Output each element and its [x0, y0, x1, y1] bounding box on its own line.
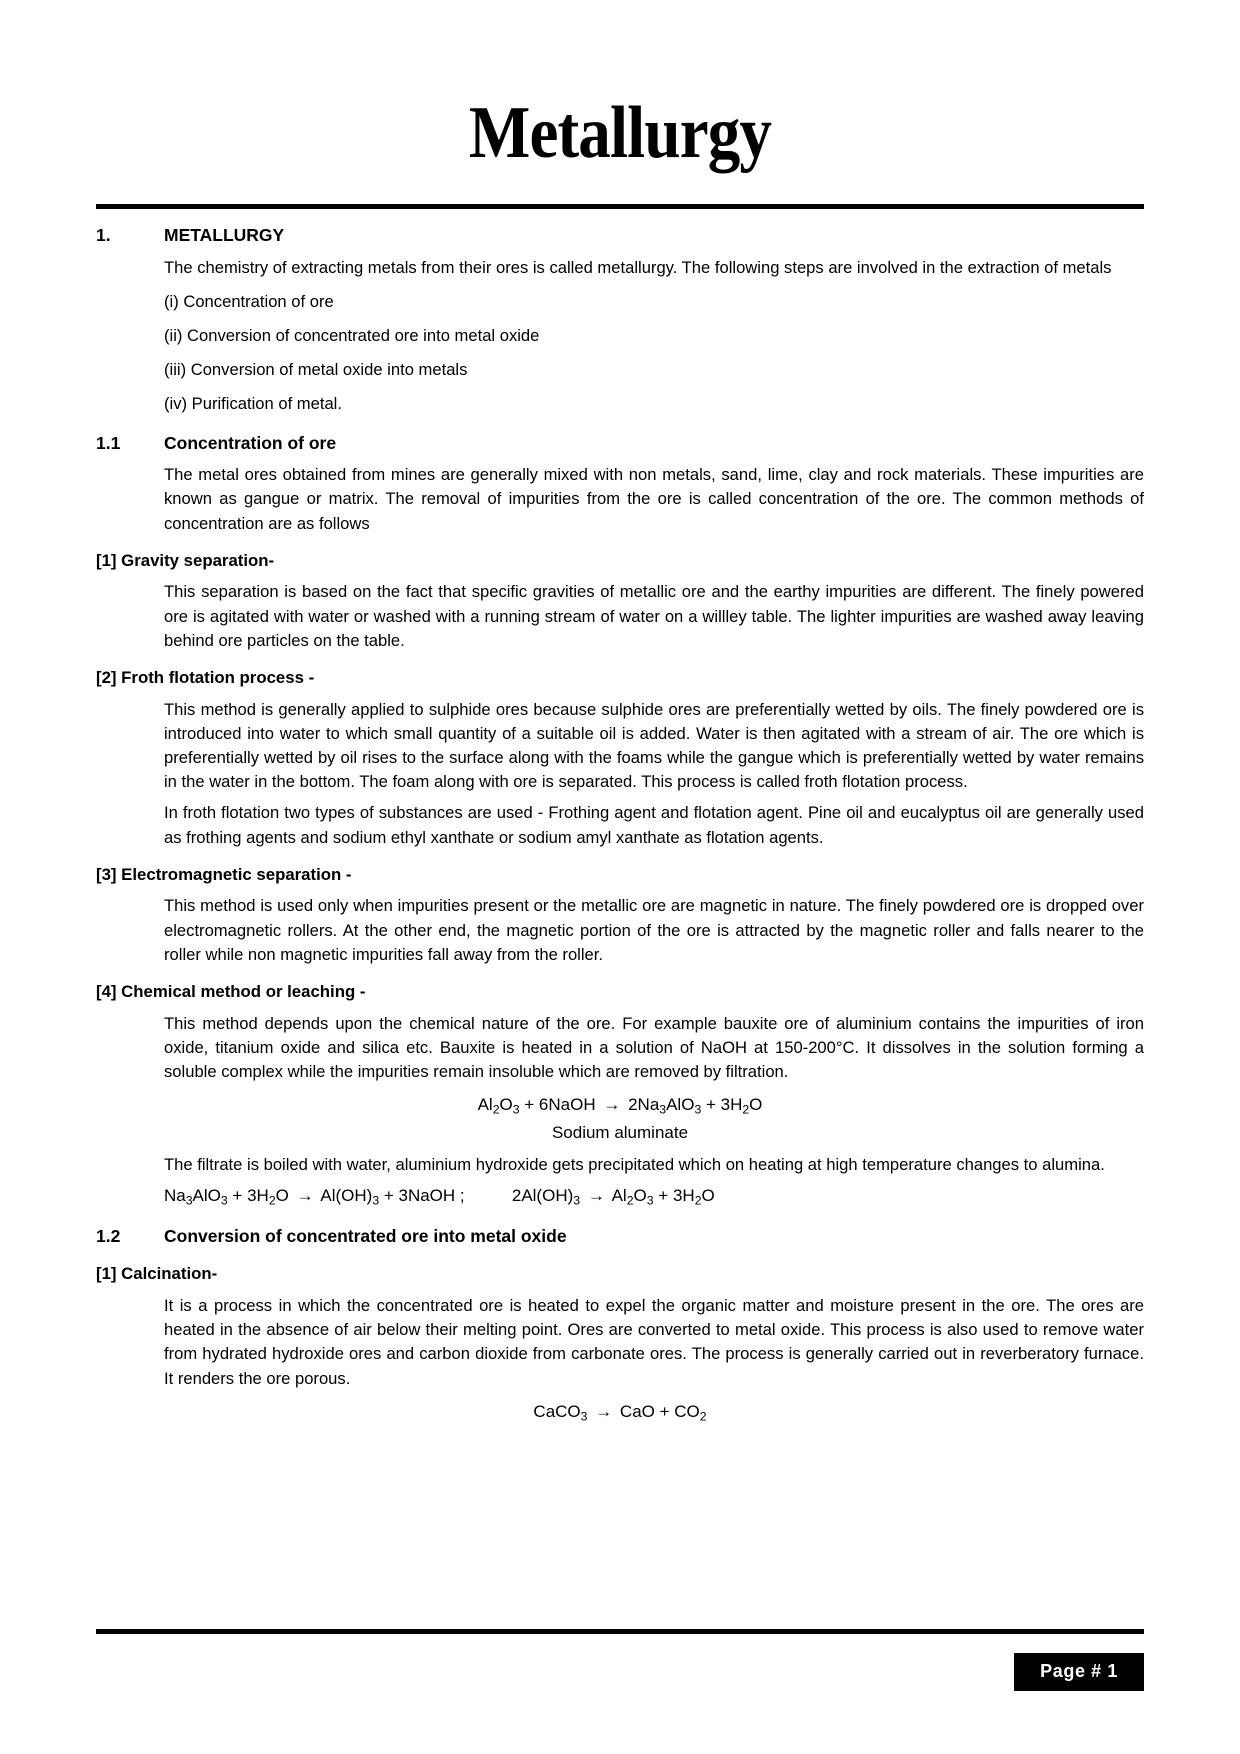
- section-number: 1.2: [96, 1225, 121, 1246]
- method-heading-froth-flotation: [2] Froth flotation process -: [96, 668, 315, 688]
- method-heading-electromagnetic-separation: [3] Electromagnetic separation -: [96, 864, 352, 884]
- section-number: 1.: [96, 225, 111, 245]
- section-title: Conversion of concentrated ore into metal oxide: [164, 1225, 567, 1246]
- paragraph: The chemistry of extracting metals from their ores is called metallurgy. The following steps are involved in the extraction of metals: [164, 257, 1112, 277]
- equation-calcination: CaCO$_3$ → CaO + $CO_2$: [533, 1401, 707, 1424]
- paragraph: In froth flotation two types of substances are used - Frothing agent and flotation agent. Pine oil and eucalyptus oil are generally used as frothing agents and sodium ethyl xanthate or sodium amyl xanthate as flotation agents.: [164, 803, 1144, 847]
- equation-pair-aluminium: $Na_3AlO_3 + 3H_2O \to Al(OH)_3$ + 3NaOH ; $2Al(OH)_3 \to Al_2O_3 + 3H_2O$: [164, 1185, 715, 1207]
- section-heading-metallurgy: [96, 223, 1144, 249]
- method-body-froth-flotation: [164, 698, 1144, 850]
- section-title: METALLURGY: [164, 225, 285, 245]
- method-body-calcination: [164, 1294, 1144, 1391]
- paragraph: This method is generally applied to sulphide ores because sulphide ores are preferentially wetted by oils. The finely powdered ore is introduced into water to which small quantity of a suitable oil is added. Water is then agitated with a stream of air. The ore which is preferentially wetted by oil rises to the surface along with the foams while the gangue which is preferentially wetted by water remains in the water in the bottom. The foam along with ore is separated. This process is called froth flotation process.: [164, 699, 1144, 792]
- reaction-arrow-icon: →: [603, 1095, 621, 1115]
- equation-leaching: $Al_2O_3$ + 6NaOH → $2Na_3AlO_3 + 3H_2O$: [477, 1095, 763, 1117]
- section-1-1-body: [164, 463, 1144, 536]
- equation-caption: Sodium aluminate: [551, 1123, 689, 1143]
- list-item: (i) Concentration of ore: [164, 291, 334, 311]
- paragraph: This method depends upon the chemical nature of the ore. For example bauxite ore of aluminium contains the impurities of iron oxide, titanium oxide and silica etc. Bauxite is heated in a solution of NaOH at 150-200°C. It dissolves in the solution forming a soluble complex while the impurities remain insoluble which are removed by filtration.: [164, 1013, 1144, 1081]
- list-item: (ii) Conversion of concentrated ore into metal oxide: [164, 325, 540, 345]
- section-heading-concentration-of-ore: [96, 431, 1144, 457]
- section-number: 1.1: [96, 432, 121, 453]
- paragraph: The filtrate is boiled with water, aluminium hydroxide gets precipitated which on heating at high temperature changes to alumina.: [164, 1155, 1105, 1175]
- method-body-electromagnetic-separation: [164, 894, 1144, 967]
- section-1-body: [164, 256, 1144, 280]
- reaction-arrow-icon: →: [595, 1401, 613, 1421]
- section-heading-conversion-to-metal-oxide: [96, 1224, 1144, 1250]
- method-body-chemical-leaching: [164, 1012, 1144, 1085]
- document-body: [96, 223, 1144, 1426]
- method-heading-gravity-separation: [1] Gravity separation-: [96, 550, 275, 570]
- header-divider: [96, 204, 1144, 209]
- paragraph: This method is used only when impurities present or the metallic ore are magnetic in nature. The finely powdered ore is dropped over electromagnetic rollers. At the other end, the magnetic portion of the ore is attracted by the magnetic roller and falls nearer to the roller while non magnetic impurities fall away from the roller.: [164, 896, 1144, 964]
- page-title: Metallurgy: [468, 92, 772, 174]
- paragraph: It is a process in which the concentrated ore is heated to expel the organic matter and moisture present in the ore. The ores are heated in the absence of air below their melting point. Ores are converted to metal oxide. This process is also used to remove water from hydrated hydroxide ores and carbon dioxide from carbonate ores. The process is generally carried out in reverberatory furnace. It renders the ore porous.: [164, 1295, 1144, 1388]
- list-item: (iv) Purification of metal.: [164, 394, 342, 414]
- method-heading-chemical-leaching: [4] Chemical method or leaching -: [96, 982, 366, 1002]
- method-heading-calcination: [1] Calcination-: [96, 1264, 218, 1284]
- section-title: Concentration of ore: [164, 432, 337, 453]
- list-item: (iii) Conversion of metal oxide into metals: [164, 360, 468, 380]
- method-body-gravity-separation: [164, 580, 1144, 653]
- paragraph: This separation is based on the fact that specific gravities of metallic ore and the earthy impurities are different. The finely powered ore is agitated with water or washed with a running stream of water on a willley table. The lighter impurities are washed away leaving behind ore particles on the table.: [164, 582, 1144, 650]
- page-number-badge: Page # 1: [1014, 1653, 1144, 1691]
- reaction-arrow-icon: →: [296, 1185, 314, 1205]
- footer-divider: [96, 1629, 1144, 1634]
- reaction-arrow-icon: →: [587, 1185, 605, 1205]
- filtrate-body: [164, 1153, 1144, 1177]
- paragraph: The metal ores obtained from mines are generally mixed with non metals, sand, lime, clay and rock materials. These impurities are known as gangue or matrix. The removal of impurities from the ore is called concentration of the ore. The common methods of concentration are as follows: [164, 465, 1144, 533]
